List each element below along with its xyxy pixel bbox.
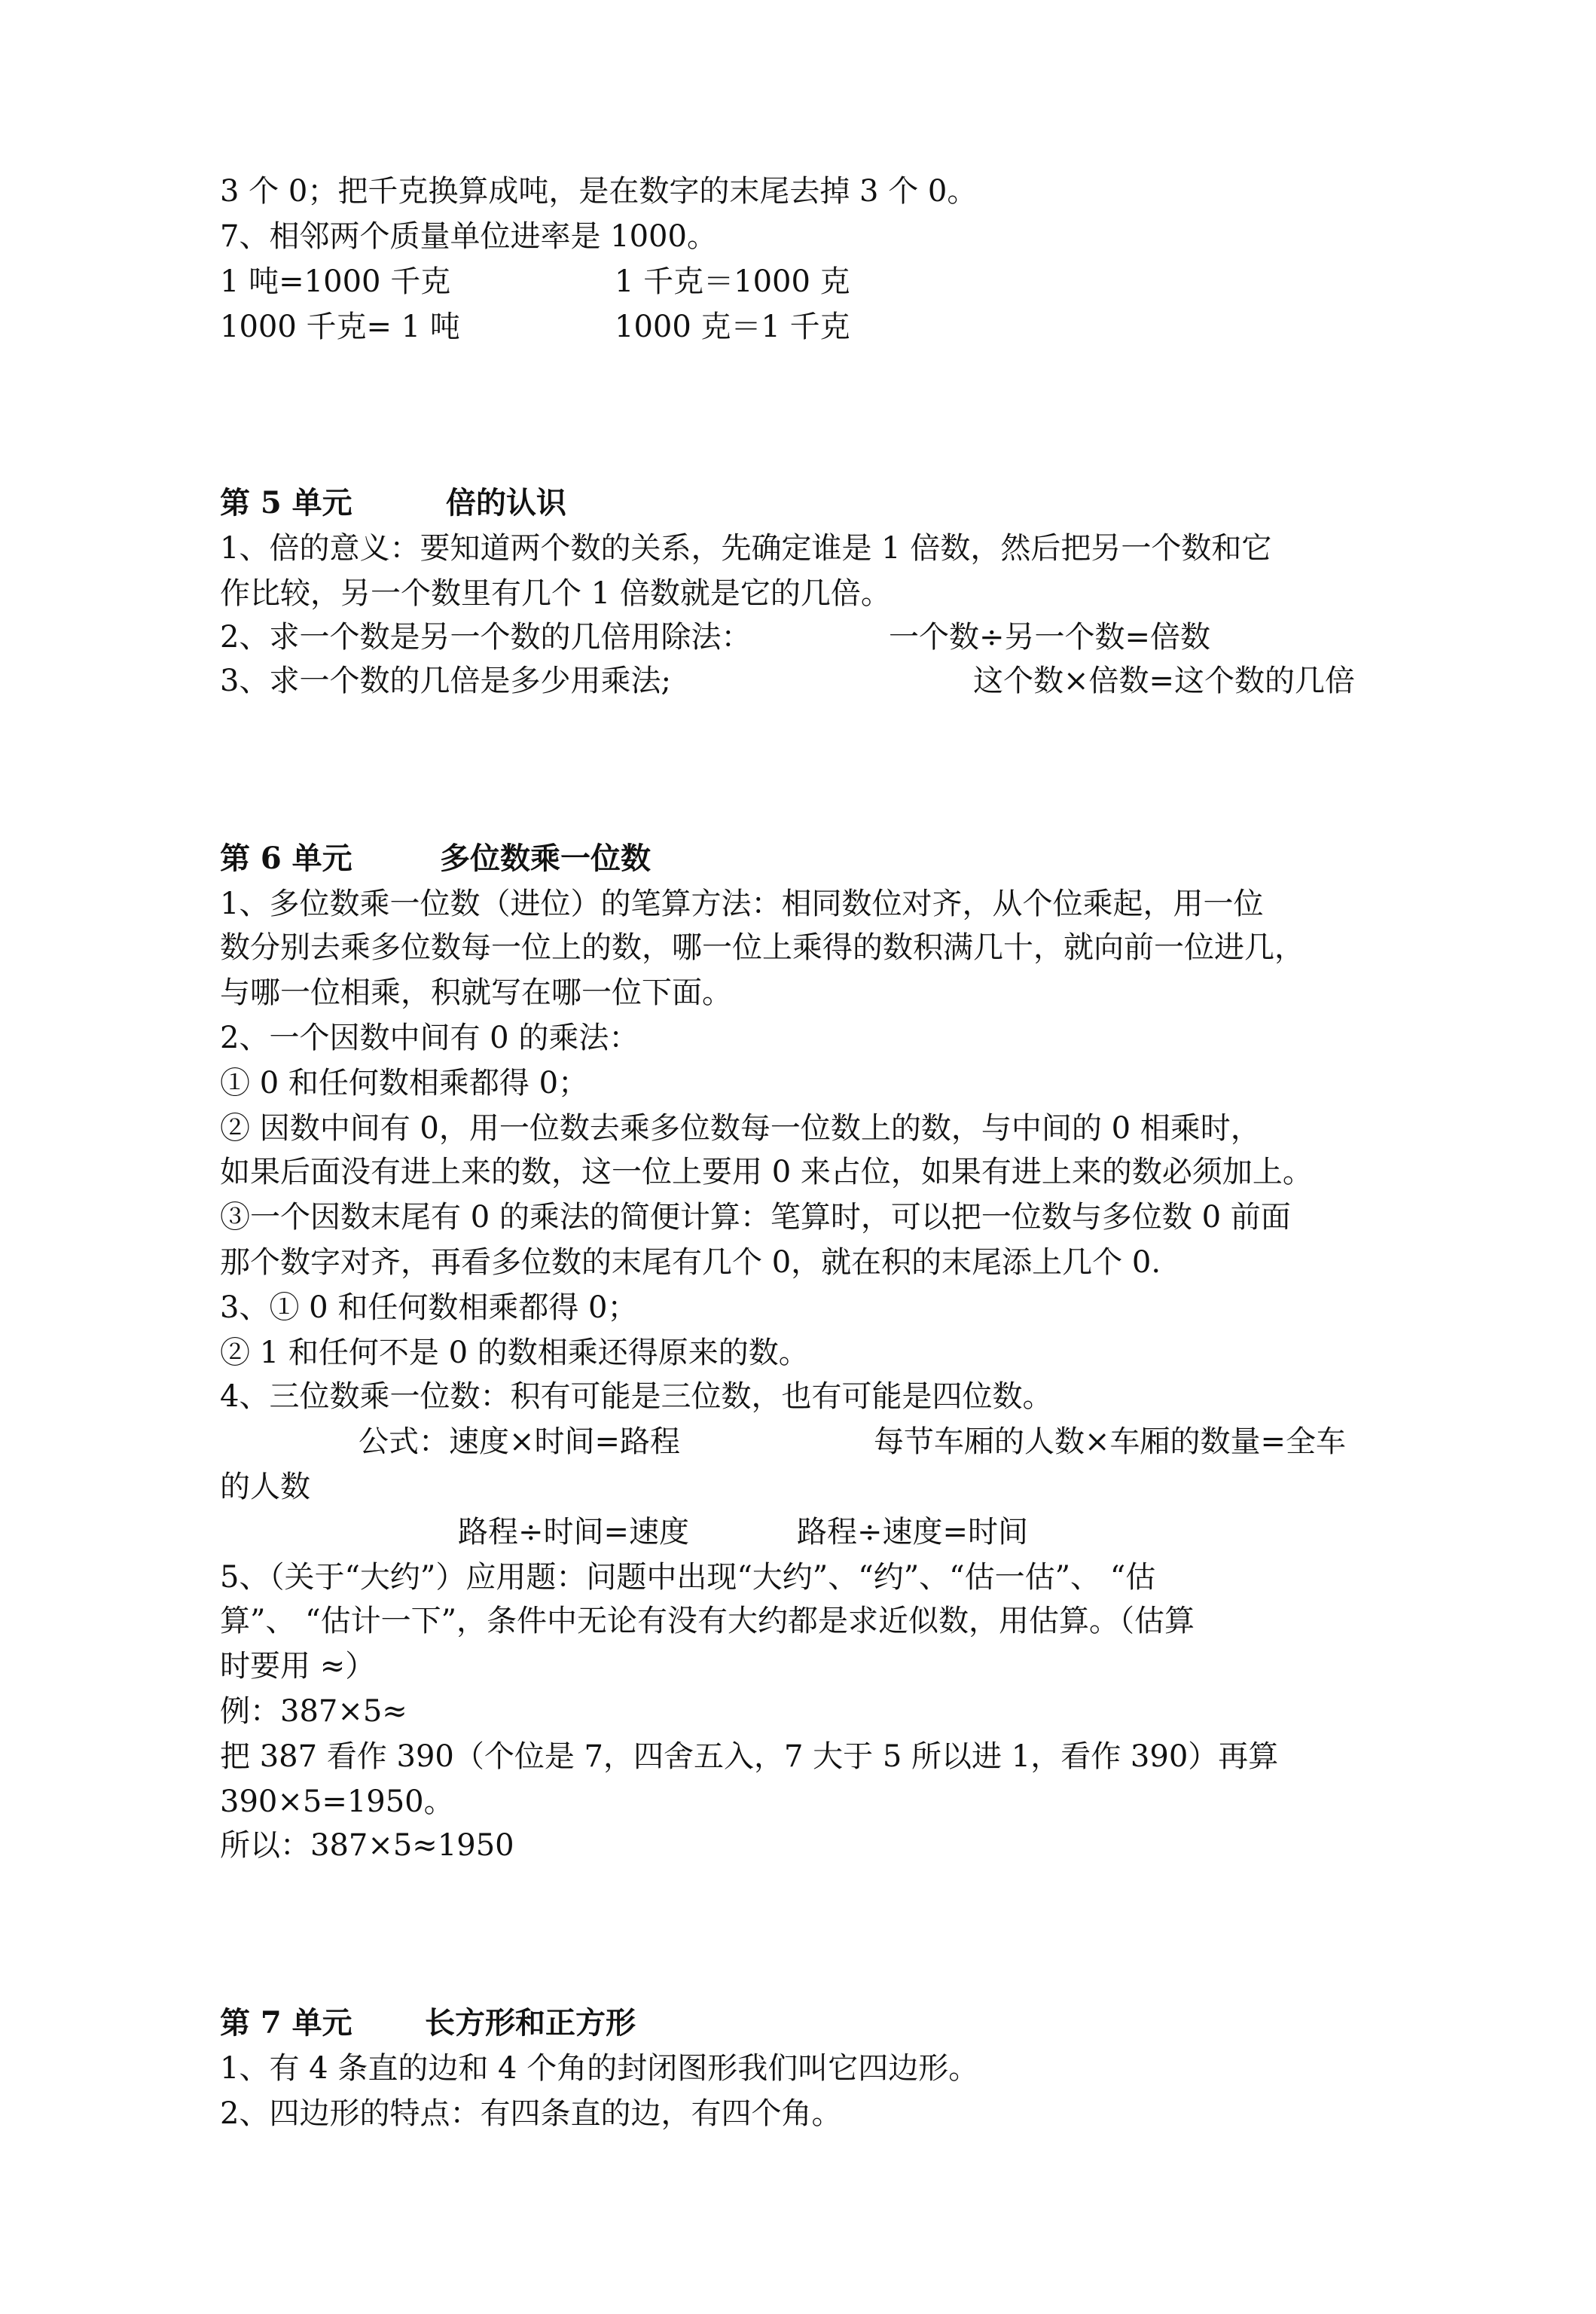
text-line — [220, 1511, 1029, 1553]
section-heading — [220, 838, 651, 880]
text-line: 7、相邻两个质量单位进率是 1000。 — [220, 219, 717, 254]
text-line: 所以：387×5≈1950 — [220, 1828, 514, 1863]
conversion-kg-to-ton: 1000 千克= 1 吨 — [220, 310, 460, 344]
text-line: ③一个因数末尾有 0 的乘法的简便计算：笔算时，可以把一位数与多位数 0 前面 — [220, 1200, 1291, 1235]
text-line: 3、① 0 和任何数相乘都得 0； — [220, 1290, 638, 1325]
formula-text: 路程÷时间=速度 — [458, 1515, 690, 1549]
text-line — [220, 1421, 1347, 1463]
section-title: 长方形和正方形 — [425, 2005, 636, 2041]
text-line: ② 因数中间有 0，用一位数去乘多位数每一位数上的数，与中间的 0 相乘时， — [220, 1111, 1261, 1146]
conversion-row — [220, 306, 850, 348]
text-line: ① 0 和任何数相乘都得 0； — [220, 1066, 589, 1101]
formula-text: 一个数÷另一个数=倍数 — [889, 620, 1211, 655]
section-number: 第 7 单元 — [220, 2005, 352, 2041]
text-line: 例：387×5≈ — [220, 1694, 407, 1729]
text-line: 数分别去乘多位数每一位上的数，哪一位上乘得的数积满几十，就向前一位进几， — [220, 930, 1305, 965]
text-line: ② 1 和任何不是 0 的数相乘还得原来的数。 — [220, 1336, 809, 1370]
formula-text: 路程÷速度=时间 — [797, 1515, 1029, 1549]
text-line: 与哪一位相乘，积就写在哪一位下面。 — [220, 975, 732, 1010]
text-line: 的人数 — [220, 1470, 310, 1504]
text-line: 5、（关于“大约”）应用题：问题中出现“大约”、“约”、“估一估”、 “估 — [220, 1560, 1156, 1595]
text-line: 算”、 “估计一下”，条件中无论有没有大约都是求近似数，用估算。（估算 — [220, 1604, 1195, 1638]
text-line: 时要用 ≈） — [220, 1649, 376, 1684]
text-line: 如果后面没有进上来的数，这一位上要用 0 来占位，如果有进上来的数必须加上。 — [220, 1155, 1313, 1189]
section-heading — [220, 2002, 636, 2044]
section-title: 多位数乘一位数 — [440, 841, 651, 876]
text-line: 4、三位数乘一位数：积有可能是三位数，也有可能是四位数。 — [220, 1379, 1053, 1414]
conversion-row — [220, 261, 850, 303]
section-title: 倍的认识 — [446, 485, 566, 520]
section-heading — [220, 482, 566, 524]
rule-text: 2、求一个数是另一个数的几倍用除法： — [220, 620, 752, 655]
text-line: 390×5=1950。 — [220, 1784, 454, 1819]
conversion-ton-to-kg: 1 吨=1000 千克 — [220, 264, 451, 299]
text-line — [220, 616, 1211, 658]
text-line: 作比较，另一个数里有几个 1 倍数就是它的几倍。 — [220, 576, 891, 611]
section-number: 第 5 单元 — [220, 485, 352, 520]
rule-text: 3、求一个数的几倍是多少用乘法; — [220, 664, 671, 698]
formula-text: 这个数×倍数=这个数的几倍 — [973, 664, 1356, 698]
text-line: 3 个 0；把千克换算成吨，是在数字的末尾去掉 3 个 0。 — [220, 174, 978, 209]
text-line — [220, 660, 1356, 702]
text-line: 2、一个因数中间有 0 的乘法： — [220, 1021, 639, 1055]
text-line: 1、有 4 条直的边和 4 个角的封闭图形我们叫它四边形。 — [220, 2051, 979, 2086]
section-number: 第 6 单元 — [220, 841, 352, 876]
conversion-kg-to-g: 1 千克＝1000 克 — [615, 264, 850, 299]
text-line: 把 387 看作 390（个位是 7，四舍五入，7 大于 5 所以进 1，看作 390）再算 — [220, 1739, 1279, 1774]
formula-text: 每节车厢的人数×车厢的数量=全车 — [874, 1424, 1347, 1459]
formula-text: 公式：速度×时间=路程 — [359, 1424, 681, 1459]
text-line: 1、多位数乘一位数（进位）的笔算方法：相同数位对齐，从个位乘起，用一位 — [220, 887, 1264, 921]
text-line: 2、四边形的特点：有四条直的边，有四个角。 — [220, 2096, 842, 2131]
text-line: 那个数字对齐，再看多位数的末尾有几个 0，就在积的末尾添上几个 0. — [220, 1245, 1161, 1280]
conversion-g-to-kg: 1000 克＝1 千克 — [615, 310, 850, 344]
text-line: 1、倍的意义：要知道两个数的关系，先确定谁是 1 倍数，然后把另一个数和它 — [220, 531, 1272, 566]
